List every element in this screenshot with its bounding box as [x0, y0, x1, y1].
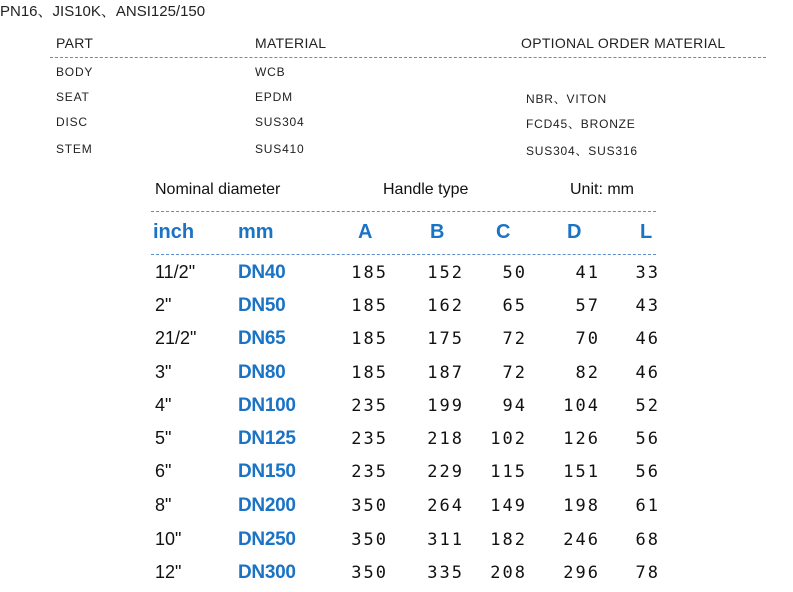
b-cell: 218 [427, 429, 464, 449]
handle-type-label: Handle type [383, 181, 469, 198]
c-cell: 94 [502, 396, 527, 416]
part-cell: SEAT [56, 90, 90, 104]
b-cell: 152 [427, 263, 464, 283]
material-row [0, 142, 793, 162]
d-cell: 296 [563, 563, 600, 583]
a-cell: 235 [351, 396, 388, 416]
column-header-l: L [640, 221, 653, 243]
column-header-inch: inch [153, 221, 195, 243]
l-cell: 56 [635, 429, 660, 449]
c-cell: 182 [490, 530, 527, 550]
c-cell: 50 [502, 263, 527, 283]
l-cell: 68 [635, 530, 660, 550]
material-cell: WCB [255, 65, 286, 79]
inch-cell: 12" [155, 562, 182, 582]
dimensions-divider-top [151, 211, 656, 212]
a-cell: 185 [351, 296, 388, 316]
materials-divider [50, 57, 766, 58]
part-cell: BODY [56, 65, 94, 79]
inch-cell: 4" [155, 395, 172, 415]
c-cell: 149 [490, 496, 527, 516]
header-material: MATERIAL [255, 35, 327, 51]
b-cell: 199 [427, 396, 464, 416]
d-cell: 126 [563, 429, 600, 449]
a-cell: 185 [351, 329, 388, 349]
material-cell: SUS304 [255, 115, 305, 129]
l-cell: 33 [635, 263, 660, 283]
b-cell: 264 [427, 496, 464, 516]
dimension-row [0, 428, 793, 458]
c-cell: 115 [490, 462, 527, 482]
a-cell: 350 [351, 563, 388, 583]
dimension-row [0, 495, 793, 525]
material-row [0, 90, 793, 110]
a-cell: 235 [351, 462, 388, 482]
inch-cell: 21/2" [155, 328, 197, 348]
part-cell: DISC [56, 115, 88, 129]
c-cell: 208 [490, 563, 527, 583]
c-cell: 65 [502, 296, 527, 316]
dimension-row [0, 395, 793, 425]
inch-cell: 10" [155, 529, 182, 549]
column-header-a: A [358, 221, 373, 243]
a-cell: 350 [351, 496, 388, 516]
header-part: PART [56, 35, 94, 51]
column-header-mm: mm [238, 221, 274, 243]
header-optional-material: OPTIONAL ORDER MATERIAL [521, 35, 726, 51]
a-cell: 235 [351, 429, 388, 449]
dn-cell: DN250 [238, 529, 296, 550]
inch-cell: 11/2" [155, 262, 196, 282]
unit-label: Unit: mm [570, 181, 634, 198]
d-cell: 151 [563, 462, 600, 482]
dn-cell: DN200 [238, 495, 296, 516]
material-row [0, 65, 793, 85]
dn-cell: DN125 [238, 428, 296, 449]
d-cell: 82 [575, 363, 600, 383]
dn-cell: DN300 [238, 562, 296, 583]
b-cell: 187 [427, 363, 464, 383]
dimension-row [0, 529, 793, 559]
dimension-row [0, 562, 793, 592]
dn-cell: DN40 [238, 262, 286, 283]
b-cell: 311 [427, 530, 464, 550]
dimension-row [0, 262, 793, 292]
b-cell: 335 [427, 563, 464, 583]
nominal-diameter-label: Nominal diameter [155, 181, 281, 198]
inch-cell: 8" [155, 495, 172, 515]
material-row [0, 115, 793, 135]
l-cell: 46 [635, 329, 660, 349]
inch-cell: 2" [155, 295, 172, 315]
l-cell: 46 [635, 363, 660, 383]
optional-cell: NBR、VITON [526, 92, 607, 106]
pressure-rating-title: PN16、JIS10K、ANSI125/150 [0, 3, 206, 20]
a-cell: 185 [351, 363, 388, 383]
dimension-row [0, 295, 793, 325]
column-header-b: B [430, 221, 445, 243]
dn-cell: DN65 [238, 328, 286, 349]
l-cell: 78 [635, 563, 660, 583]
dimensions-divider-header [151, 254, 656, 255]
part-cell: STEM [56, 142, 93, 156]
dn-cell: DN80 [238, 362, 286, 383]
l-cell: 43 [635, 296, 660, 316]
d-cell: 70 [575, 329, 600, 349]
inch-cell: 3" [155, 362, 172, 382]
inch-cell: 5" [155, 428, 172, 448]
dimension-row [0, 362, 793, 392]
dimension-row [0, 328, 793, 358]
b-cell: 229 [427, 462, 464, 482]
column-header-c: C [496, 221, 511, 243]
a-cell: 185 [351, 263, 388, 283]
column-header-d: D [567, 221, 582, 243]
c-cell: 72 [502, 329, 527, 349]
dn-cell: DN50 [238, 295, 286, 316]
dn-cell: DN100 [238, 395, 296, 416]
d-cell: 198 [563, 496, 600, 516]
l-cell: 56 [635, 462, 660, 482]
c-cell: 72 [502, 363, 527, 383]
dimension-row [0, 461, 793, 491]
d-cell: 57 [575, 296, 600, 316]
b-cell: 175 [427, 329, 464, 349]
material-cell: EPDM [255, 90, 293, 104]
inch-cell: 6" [155, 461, 172, 481]
a-cell: 350 [351, 530, 388, 550]
d-cell: 41 [575, 263, 600, 283]
optional-cell: SUS304、SUS316 [526, 144, 638, 158]
d-cell: 246 [563, 530, 600, 550]
d-cell: 104 [563, 396, 600, 416]
material-cell: SUS410 [255, 142, 305, 156]
l-cell: 52 [635, 396, 660, 416]
c-cell: 102 [490, 429, 527, 449]
optional-cell: FCD45、BRONZE [526, 117, 636, 131]
l-cell: 61 [635, 496, 660, 516]
b-cell: 162 [427, 296, 464, 316]
dn-cell: DN150 [238, 461, 296, 482]
